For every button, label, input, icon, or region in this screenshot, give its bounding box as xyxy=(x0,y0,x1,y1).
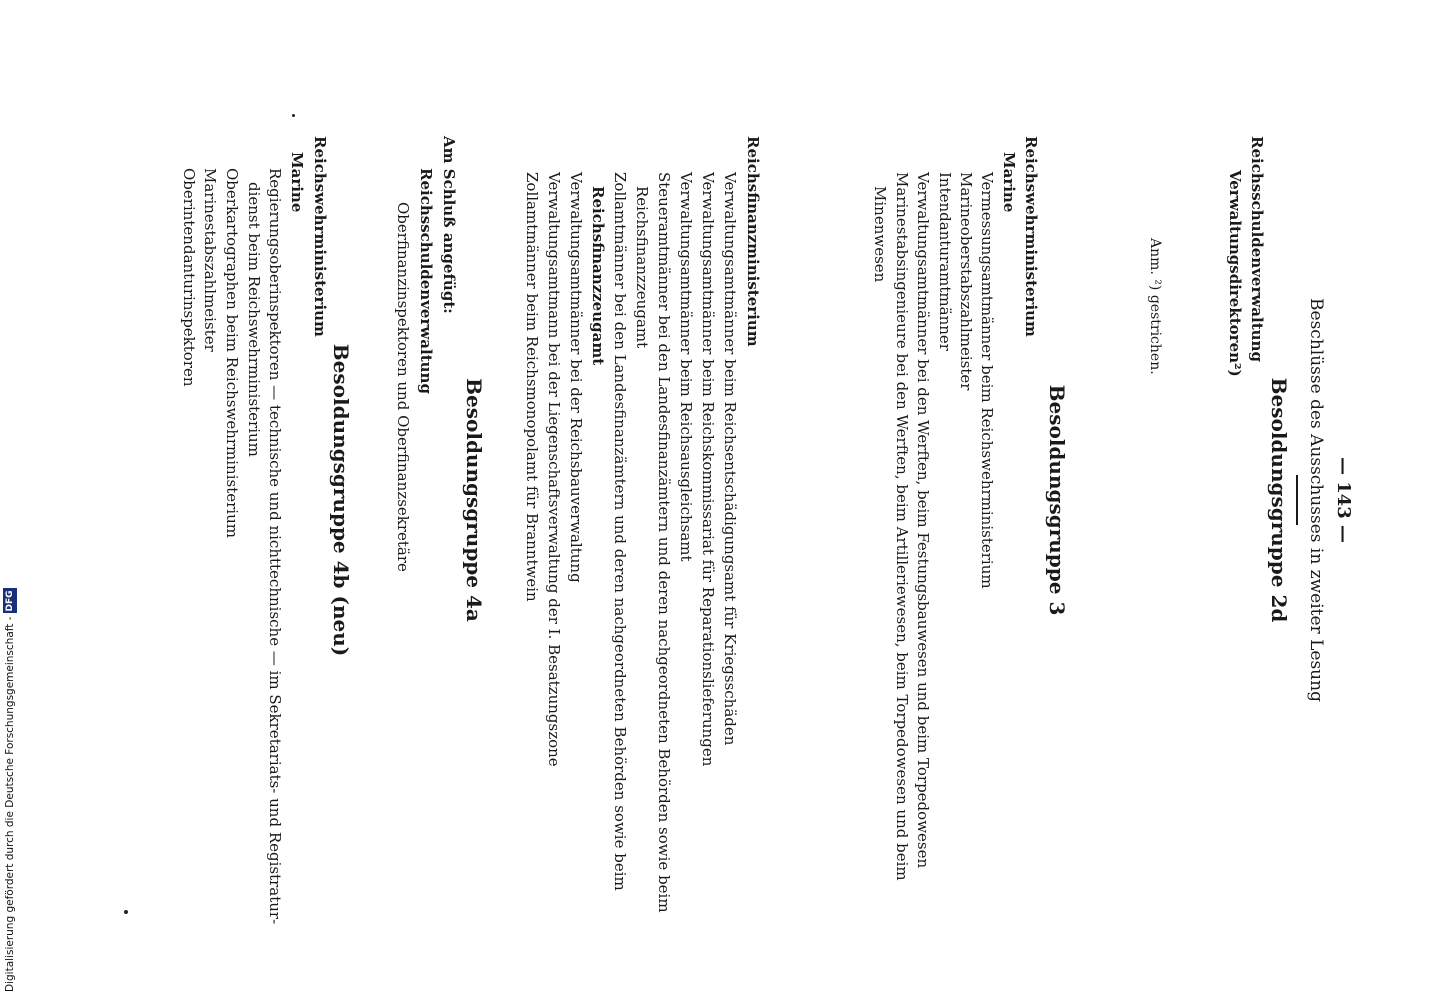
scan-speck xyxy=(124,910,128,914)
list-item: Zollamtmänner bei den Landesfinanzämtern und deren nachgeordneten Behörden sowie beim xyxy=(611,172,629,891)
list-item: Oberintendanturinspektoren xyxy=(180,168,198,387)
section-heading-2d: Besoldungsgruppe 2d xyxy=(1267,377,1291,623)
list-item-continuation: Minenwesen xyxy=(871,186,889,283)
list-item: Marineoberstabszahlmeister xyxy=(957,172,975,391)
list-item: Zollamtmänner beim Reichsmonopolamt für Branntwein xyxy=(523,172,541,602)
section-heading-3: Besoldungsgruppe 3 xyxy=(1045,384,1069,616)
list-item-continuation: Reichsfinanzzeugamt xyxy=(589,186,607,366)
list-item: Verwaltungsamtmänner bei der Reichsbauverwaltung xyxy=(567,172,585,583)
scan-speck xyxy=(292,114,295,117)
agency-line: Reichsschuldenverwaltung xyxy=(417,168,435,394)
title-line: Verwaltungsdirektoren²) xyxy=(1226,170,1244,377)
list-item: Regierungsoberinspektoren — technische und nichttechnische — im Sekretariats- und Registratur- xyxy=(266,168,284,925)
footnote: Anm. ²) gestrichen. xyxy=(1147,238,1163,375)
list-item: Vermessungsamtmänner beim Reichswehrministerium xyxy=(978,172,996,589)
subdivision-line: Marine xyxy=(288,152,306,213)
section-heading-4b: Besoldungsgruppe 4b (neu) xyxy=(329,343,353,657)
list-item: Oberfinanzinspektoren und Oberfinanzsekretäre xyxy=(394,202,412,572)
list-item-continuation: dienst beim Reichswehrministerium xyxy=(245,182,263,457)
list-item: Verwaltungsamtmänner beim Reichsentschädigungsamt für Kriegsschäden xyxy=(721,172,739,746)
list-item-continuation: Reichsfinanzzeugamt xyxy=(633,186,651,349)
credit-text: Digitalisierung gefördert durch die Deutsche Forschungsgemeinschaft - xyxy=(4,616,16,992)
list-item: Oberkartographen beim Reichswehrministerium xyxy=(223,168,241,538)
list-item: Verwaltungsamtmänner beim Reichsausgleichsamt xyxy=(677,172,695,562)
section-heading-4a: Besoldungsgruppe 4a xyxy=(462,378,486,622)
agency-line: Reichsschuldenverwaltung xyxy=(1248,136,1266,362)
list-item: Marinestabszahlmeister xyxy=(201,168,219,352)
list-item: Verwaltungsamtmänner beim Reichskommissariat für Reparationslieferungen xyxy=(699,172,717,767)
header-rule xyxy=(1296,475,1298,525)
list-item: Steueramtmänner bei den Landesfinanzämtern und deren nachgeordneten Behörden sowie beim xyxy=(655,172,673,913)
agency-line: Reichsfinanzministerium xyxy=(744,136,762,347)
agency-line: Reichswehrministerium xyxy=(311,136,329,337)
list-item: Intendanturamtmänner xyxy=(936,172,954,351)
subdivision-line: Marine xyxy=(1000,152,1018,213)
list-item: Verwaltungsamtmann bei der Liegenschaftsverwaltung der I. Besatzungszone xyxy=(545,172,563,767)
amendment-note: Am Schluß angefügt: xyxy=(440,136,458,314)
list-item: Marinestabsingenieure bei den Werften, beim Artilleriewesen, beim Torpedowesen und beim xyxy=(893,172,911,881)
list-item: Verwaltungsamtmänner bei den Werften, beim Festungsbauwesen und beim Torpedowesen xyxy=(914,172,932,869)
digitization-credit xyxy=(2,592,18,992)
dfg-logo: DFG xyxy=(5,590,15,612)
agency-line: Reichswehrministerium xyxy=(1022,136,1040,337)
page-number: — 143 — xyxy=(1333,456,1354,544)
running-head: Beschlüsse des Ausschusses in zweiter Lesung xyxy=(1306,298,1326,702)
